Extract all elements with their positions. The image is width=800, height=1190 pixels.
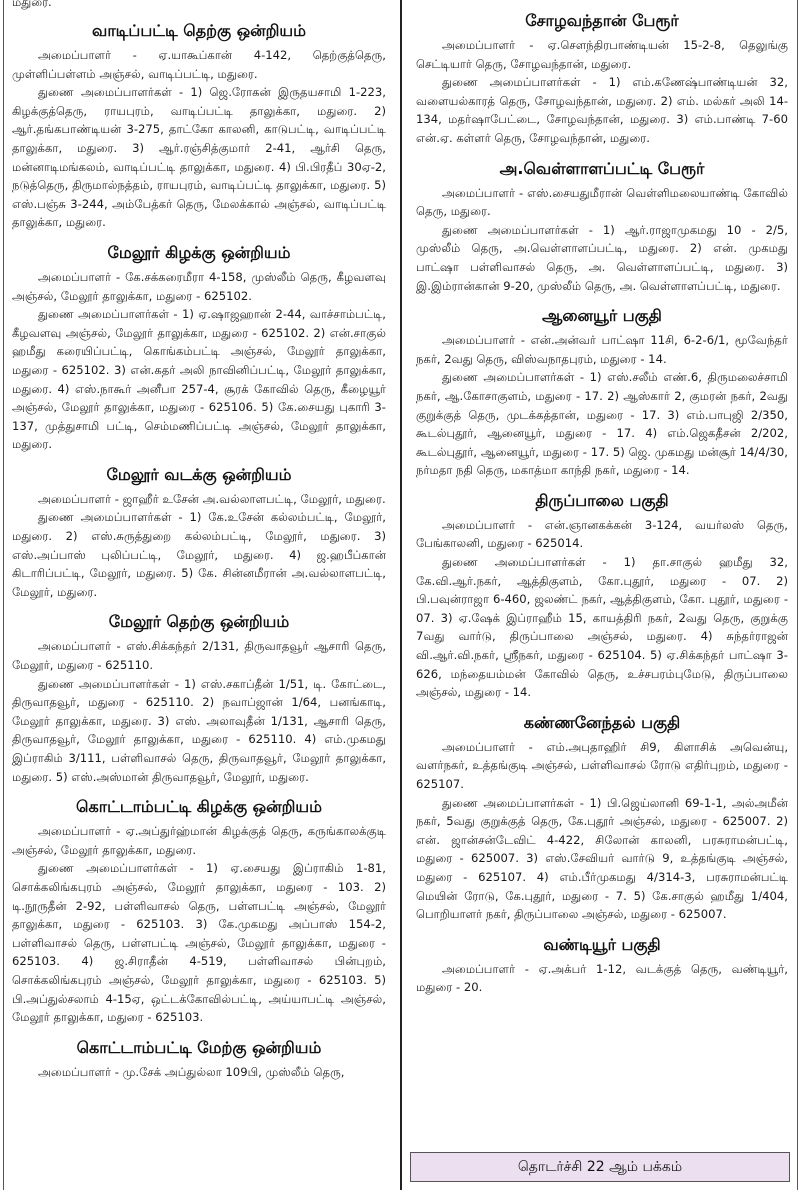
section-heading: மேலூர் வடக்கு ஒன்றியம் bbox=[106, 464, 292, 484]
section-heading: வண்டியூர் பகுதி bbox=[543, 934, 661, 954]
organizer-entry: அமைப்பாளர் - மு.சேக் அப்துல்லா 109பி, முஸ்லீம் தெரு, bbox=[38, 1064, 345, 1079]
deputy-organizers-entry: துணை அமைப்பாளர்கள் - 1) கே.உசேன் கல்லம்பட்டி, மேலூர், மதுரை. 2) எஸ்.சுருத்துறை கல்லம்பட்டி, மேலூர், மதுரை. 3) எஸ்.அப்பாஸ் புலிப்பட்டி, மேலூர், மதுரை. 4) ஜ.ஹபீப்கான் கிடாரிப்பட்டி, மேலூர், மதுரை. 5) கே. சின்னமீரான் அ.வல்லாளபட்டி, மேலூர், மதுரை. bbox=[12, 510, 386, 599]
continuation-note: தொடர்ச்சி 22 ஆம் பக்கம் bbox=[410, 1152, 790, 1182]
organizer-entry: அமைப்பாளர் - ஏ.செளந்திரபாண்டியன் 15-2-8, தெலுங்கு செட்டியார் தெரு, சோழவந்தான், மதுரை. bbox=[416, 38, 788, 71]
deputy-organizers-entry: துணை அமைப்பாளர்கள் - 1) தா.சாகுல் ஹமீது 32, கே.வி.ஆர்.நகர், ஆத்திகுளம், கோ.புதூர், மதுரை - 07. 2) பி.பவுன்ராஜா 6-460, ஜலண்ட் நகர், ஆத்திகுளம், கோ. புதூர், மதுரை - 07. 3) ஏ.ஷேக் இப்ராஹீம் 15, காயத்திரி நகர், 2வது தெரு, குறுக்கு 7வது வார்டு, திருப்பாலை அஞ்சல், மதுரை. 4) சுந்தர்ராஜன் வி.ஆர்.வி.நகர், ஸ்ரீநகர், மதுரை - 625104. 5) ஏ.சிக்கந்தர் பாட்ஷா 3-626, மந்தையம்மன் கோவில் தெரு, உச்சபரம்புமேடு, திருப்பாலை அஞ்சல், மதுரை - 14. bbox=[416, 555, 788, 700]
organizer-entry: அமைப்பாளர் - ஏ.அப்துர்ஹ்மான் கிழக்குத் தெரு, கருங்காலக்குடி அஞ்சல், மேலூர் தாலுக்கா, மதுரை. bbox=[12, 824, 386, 857]
section-heading: மேலூர் கிழக்கு ஒன்றியம் bbox=[107, 242, 291, 262]
deputy-organizers-entry: துணை அமைப்பாளர்கள் - 1) எம்.கணேஷ்பாண்டியன் 32, வளையல்காரத் தெரு, சோழவந்தான், மதுரை. 2) எம். மல்கர் அலி 14-134, மதர்ஷாபேட்டை, சோழவந்தான், மதுரை. 3) எம்.பாண்டி 7-60 என்.ஏ. கள்ளர் தெரு, சோழவந்தான், மதுரை. bbox=[416, 75, 788, 145]
organizer-entry: அமைப்பாளர் - ஏ.அக்பர் 1-12, வடக்குத் தெரு, வண்டியூர், மதுரை - 20. bbox=[416, 961, 788, 995]
deputy-organizers-entry: துணை அமைப்பாளர்கள் - 1) ஏ.ஷாஜஹான் 2-44, வாச்சாம்பட்டி, கீழவளவு அஞ்சல், மேலூர் தாலுக்கா, மதுரை - 625102. 2) என்.சாகுல் ஹமீது கரையிப்பட்டி, கொங்கம்பட்டி அஞ்சல், மேலூர் தாலுக்கா, மதுரை - 625102. 3) என்.கதர் அலி நாவினிப்பட்டி, மேலூர் தாலுக்கா, மதுரை. 4) எஸ்.நாகூர் அனீபா 257-4, சூரக் கோவில் தெரு, கீழையூர் அஞ்சல், மேலூர் தாலுக்கா, மதுரை - 625106. 5) கே.சையது புகாரி 3-137, முத்துசாமி பட்டி, செம்மணிப்பட்டி அஞ்சல், மேலூர் தாலுக்கா, மதுரை. bbox=[12, 307, 386, 452]
column-divider bbox=[400, 0, 402, 1190]
organizer-entry: அமைப்பாளர் - எம்.அபுதாஹிர் சி9, கிளாசிக் அவென்யு, வளர்நகர், உத்தங்குடி அஞ்சல், பள்ளிவாசல் ரோடு எதிர்புறம், மதுரை - 625107. bbox=[416, 739, 788, 791]
organizer-entry: அமைப்பாளர் - என்.அன்வர் பாட்ஷா 11சி, 6-2-6/1, மூவேந்தர் நகர், 2வது தெரு, விஸ்வநாதபுரம், மதுரை - 14. bbox=[416, 333, 788, 366]
deputy-organizers-entry: துணை அமைப்பாளர்கள் - 1) எஸ்.சலீம் எண்.6, திருமலைச்சாமி நகர், ஆ.கோசாகுளம், மதுரை - 17. 2) ஆஸ்கார் 2, குமரன் நகர், 2வது குறுக்குத் தெரு, முடக்கத்தான், மதுரை - 17. 3) எம்.பாபுஜி 2/350, கூடல்புதூர், ஆனையூர், மதுரை - 17. 4) எம்.ஜெகதீசன் 2/202, கூடல்புதூர், ஆனையூர், மதுரை - 17. 5) ஜெ. முகமது மன்சூர் 14/4/30, நர்மதா நதி தெரு, மகாத்மா காந்தி நகர், மதுரை - 14. bbox=[416, 370, 788, 478]
deputy-organizers-entry: துணை அமைப்பாளர்கள் - 1) எஸ்.சகாப்தீன் 1/51, டி. கோட்டை, திருவாதவூர், மதுரை - 625110. 2) நவாப்ஜான் 1/64, பனங்காடி, மேலூர் தாலுக்கா, மதுரை. 3) எஸ். அலாவுதீன் 1/131, ஆசாரி தெரு, திருவாதவூர், மேலூர் தாலுக்கா, மதுரை - 625110. 4) எம்.முகமது இப்ராகிம் 3/111, பள்ளிவாசல் தெரு, திருவாதவூர், மேலூர் தாலுக்கா, மதுரை. 5) எஸ்.அஸ்மான் திருவாதவூர், மேலூர், மதுரை. bbox=[12, 676, 386, 784]
organizer-entry: அமைப்பாளர் - எஸ்.சிக்கந்தர் 2/131, திருவாதவூர் ஆசாரி தெரு, மேலூர், மதுரை - 625110. bbox=[12, 639, 386, 673]
section-heading: திருப்பாலை பகுதி bbox=[535, 490, 669, 510]
deputy-organizers-entry: துணை அமைப்பாளர்கள் - 1) பி.ஜெய்லானி 69-1-1, அல்அமீன் நகர், 5வது குறுக்குத் தெரு, கே.புதூர் அஞ்சல், மதுரை - 625007. 2) என். ஜான்சன்டேவிட் 4-422, சிலோன் காலனி, பரசுராமன்பட்டி, மதுரை - 625007. 3) எஸ்.சேவியர் வார்டு 9, உத்தங்குடி அஞ்சல், மதுரை - 625107. 4) எம்.பீர்முகமது 4/314-3, பரசுராமன்பட்டி மெயின் ரோடு, கே.புதூர், மதுரை - 7. 5) கே.சாகுல் ஹமீது 1/404, பொறியாளர் நகர், திருப்பாலை அஞ்சல், மதுரை - 625007. bbox=[416, 795, 788, 922]
deputy-organizers-entry: துணை அமைப்பாளர்கள் - 1) ஜெ.ரோகன் இருதயசாமி 1-223, கிழக்குத்தெரு, ராயபுரம், வாடிப்பட்டி தாலுக்கா, மதுரை. 2) ஆர்.தங்கபாண்டியன் 3-275, தாட்கோ காலனி, காடுபட்டி, வாடிப்பட்டி தாலுக்கா, மதுரை. 3) ஆர்.ரஞ்சித்குமார் 2-41, ஆர்சி தெரு, மன்னாடிமங்கலம், வாடிப்பட்டி தாலுக்கா, மதுரை. 4) பி.பிரதீப் 30ஏ-2, நடுத்தெரு, திருமால்நத்தம், ராயபுரம், வாடிப்பட்டி தாலுக்கா, மதுரை. 5) எஸ்.பஞ்சு 3-244, அம்பேத்கர் தெரு, மேலக்கால் அஞ்சல், வாடிப்பட்டி தாலுக்கா, மதுரை. bbox=[12, 85, 386, 230]
section-heading: கொட்டாம்பட்டி மேற்கு ஒன்றியம் bbox=[76, 1037, 322, 1057]
right-column bbox=[404, 0, 800, 1190]
right-sections bbox=[416, 10, 788, 997]
section-heading: அ.வெள்ளாளப்பட்டி பேரூர் bbox=[499, 158, 705, 178]
deputy-organizers-entry: துணை அமைப்பாளர்கள் - 1) ஏ.சையது இப்ராகிம் 1-81, சொக்கலிங்கபுரம் அஞ்சல், மேலூர் தாலுக்கா, மதுரை - 103. 2) டி.நூருதீன் 2-92, பள்ளிவாசல் தெரு, பள்ளபட்டி அஞ்சல், மேலூர் தாலுக்கா, மதுரை - 625103. 3) கே.முகமது அப்பாஸ் 154-2, பள்ளிவாசல் தெரு, பள்ளபட்டி அஞ்சல், மேலூர் தாலுக்கா, மதுரை - 625103. 4) ஜ.சிராதீன் 4-519, பள்ளிவாசல் பின்புறம், சொக்கலிங்கபுரம் அஞ்சல், மேலூர் தாலுக்கா, மதுரை - 625103. 5) பி.அப்துல்சலாம் 4-15ஏ, ஒட்டக்கோவில்பட்டி, அய்யாபட்டி அஞ்சல், மேலூர் தாலுக்கா, மதுரை - 625103. bbox=[12, 861, 386, 1025]
section-heading: கண்ணனேந்தல் பகுதி bbox=[523, 712, 681, 732]
deputy-organizers-entry: துணை அமைப்பாளர்கள் - 1) ஆர்.ராஜாமுகமது 10 - 2/5, முஸ்லீம் தெரு, அ.வெள்ளாளப்பட்டி, மதுரை. 2) என். முகமது பாட்ஷா பள்ளிவாசல் தெரு, அ. வெள்ளாளப்பட்டி, மதுரை. 3) இ.இம்ரான்கான் 9-20, முஸ்லீம் தெரு, அ. வெள்ளாளப்பட்டி, மதுரை. bbox=[416, 222, 788, 293]
organizer-entry: அமைப்பாளர் - கே.சக்கரைமீரா 4-158, முஸ்லீம் தெரு, கீழவளவு அஞ்சல், மேலூர் தாலுக்கா, மதுரை - 625102. bbox=[12, 269, 386, 303]
section-heading: மேலூர் தெற்கு ஒன்றியம் bbox=[108, 612, 290, 632]
organizer-entry: அமைப்பாளர் - எஸ்.சையதுமீரான் வெள்ளிமலையாண்டி கோவில் தெரு, மதுரை. bbox=[416, 185, 788, 219]
section-heading: ஆனையூர் பகுதி bbox=[542, 306, 662, 326]
left-column bbox=[0, 0, 398, 1190]
left-sections bbox=[12, 20, 386, 1081]
section-heading: சோழவந்தான் பேரூர் bbox=[525, 11, 679, 30]
left-top-snippet: மதுரை. bbox=[12, 0, 52, 9]
organizer-entry: அமைப்பாளர் - ஜாஹீர் உசேன் அ.வல்லாளபட்டி, மேலூர், மதுரை. bbox=[38, 491, 386, 506]
organizer-entry: அமைப்பாளர் - என்.ஞானகக்கன் 3-124, வயர்லஸ் தெரு, பேங்காலனி, மதுரை - 625014. bbox=[416, 517, 788, 551]
organizer-entry: அமைப்பாளர் - ஏ.யாகூப்கான் 4-142, தெற்குத்தெரு, முள்ளிப்பள்ளம் அஞ்சல், வாடிப்பட்டி, மதுரை. bbox=[12, 48, 386, 81]
section-heading: கொட்டாம்பட்டி கிழக்கு ஒன்றியம் bbox=[76, 797, 322, 817]
section-heading: வாடிப்பட்டி தெற்கு ஒன்றியம் bbox=[92, 21, 306, 40]
